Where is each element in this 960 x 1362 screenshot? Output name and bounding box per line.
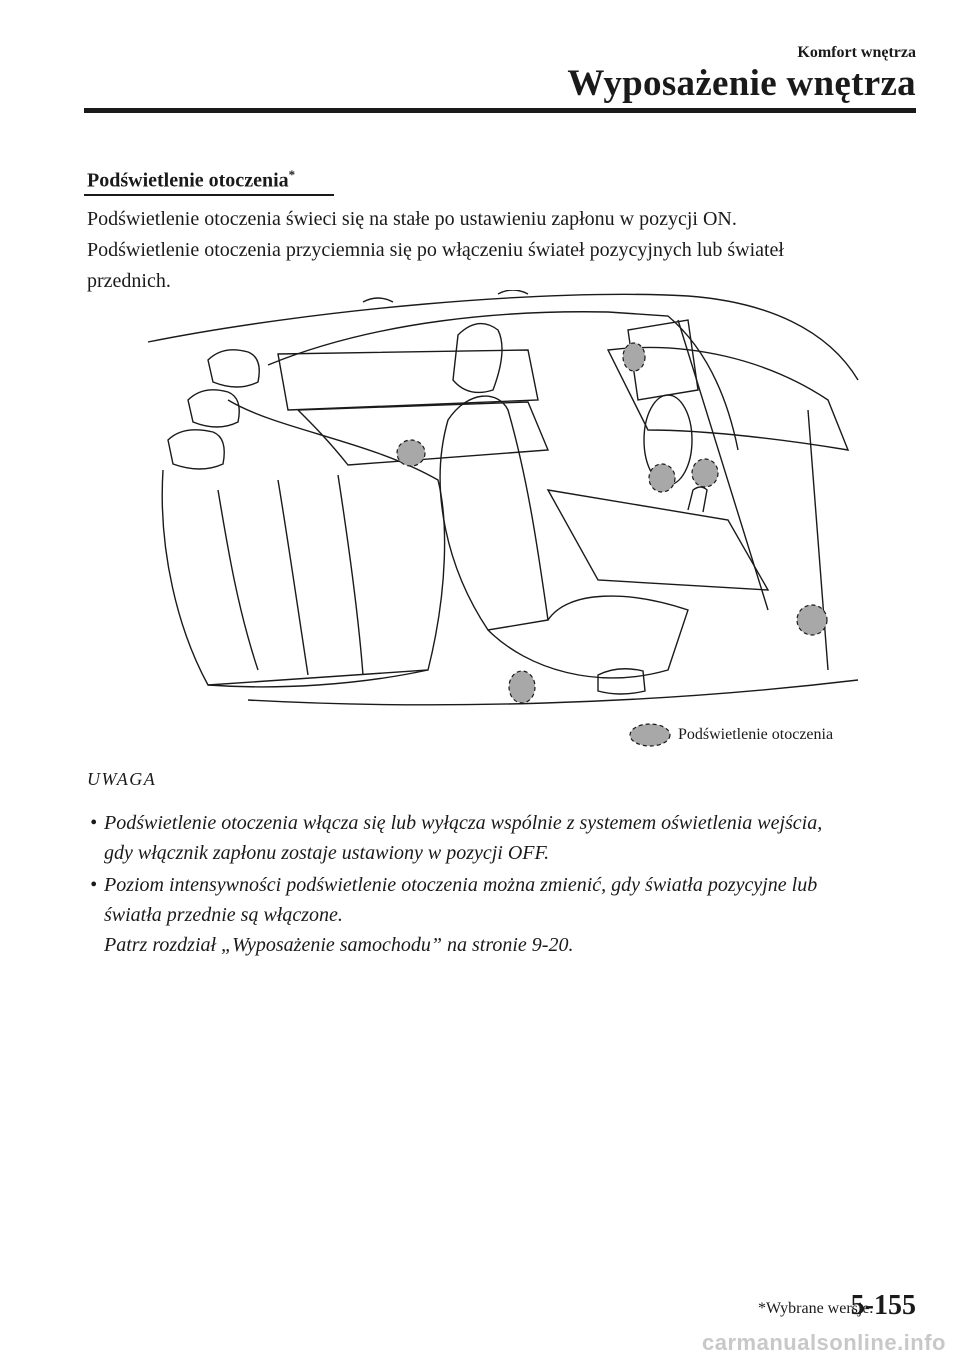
- legend-swatch-icon: [628, 722, 672, 748]
- note-line: gdy włącznik zapłonu zostaje ustawiony w pozycji OFF.: [104, 842, 550, 864]
- section-heading: [87, 167, 295, 193]
- ambient-light-spot: [649, 464, 675, 492]
- ambient-light-spot: [797, 605, 827, 635]
- legend-swatch-shape: [630, 724, 670, 746]
- car-interior-illustration: [128, 290, 868, 715]
- window-frame: [268, 312, 738, 450]
- page-title: Wyposażenie wnętrza: [567, 63, 916, 104]
- ambient-light-spot: [623, 343, 645, 371]
- seat-controls: [598, 669, 645, 694]
- gear-lever: [688, 487, 707, 512]
- grab-handle: [363, 298, 393, 302]
- ambient-light-spots: [397, 343, 827, 703]
- grab-handle: [498, 290, 528, 294]
- note-item: [90, 808, 920, 868]
- section-underline: [84, 194, 334, 196]
- door-top: [278, 350, 538, 410]
- ambient-light-spot: [509, 671, 535, 703]
- note-line: Podświetlenie otoczenia włącza się lub wyłącza wspólnie z systemem oświetlenia wejścia,: [104, 812, 823, 834]
- ambient-light-spot: [397, 440, 425, 466]
- page-number: 5-155: [850, 1290, 916, 1321]
- front-headrest: [453, 324, 502, 393]
- section-heading-text: Podświetlenie otoczenia: [87, 169, 289, 192]
- rear-headrest: [208, 350, 259, 387]
- rear-seat-stitching: [218, 475, 363, 675]
- watermark: carmanualsonline.info: [702, 1330, 946, 1355]
- note-list: [90, 808, 920, 962]
- footer-note: *Wybrane wersje.: [758, 1300, 874, 1317]
- bullet: •: [90, 874, 98, 896]
- ambient-light-spot: [692, 459, 718, 487]
- note-line: światła przednie są włączone.: [104, 904, 343, 926]
- note-line: Patrz rozdział „Wyposażenie samochodu” na stronie 9-20.: [104, 934, 574, 956]
- roof-line: [148, 294, 858, 380]
- legend-label: Podświetlenie otoczenia: [678, 726, 834, 743]
- paragraph-line: Podświetlenie otoczenia świeci się na stałe po ustawieniu zapłonu w pozycji ON.: [87, 208, 737, 230]
- rear-headrest: [188, 390, 239, 427]
- bullet: •: [90, 812, 98, 834]
- body-paragraph: [87, 204, 917, 297]
- note-item: [90, 870, 920, 960]
- header-section-label: Komfort wnętrza: [797, 44, 916, 61]
- optional-equipment-mark: *: [288, 167, 296, 182]
- legend: [628, 722, 833, 748]
- note-heading: UWAGA: [87, 769, 157, 789]
- rear-headrest: [168, 430, 224, 469]
- paragraph-line: przednich.: [87, 270, 171, 292]
- front-seat-back: [440, 396, 548, 630]
- header-rule: [84, 108, 916, 113]
- front-seat-cushion: [488, 596, 688, 678]
- paragraph-line: Podświetlenie otoczenia przyciemnia się po włączeniu świateł pozycyjnych lub świateł: [87, 239, 784, 261]
- note-line: Poziom intensywności podświetlenie otoczenia można zmienić, gdy światła pozycyjne lub: [104, 874, 818, 896]
